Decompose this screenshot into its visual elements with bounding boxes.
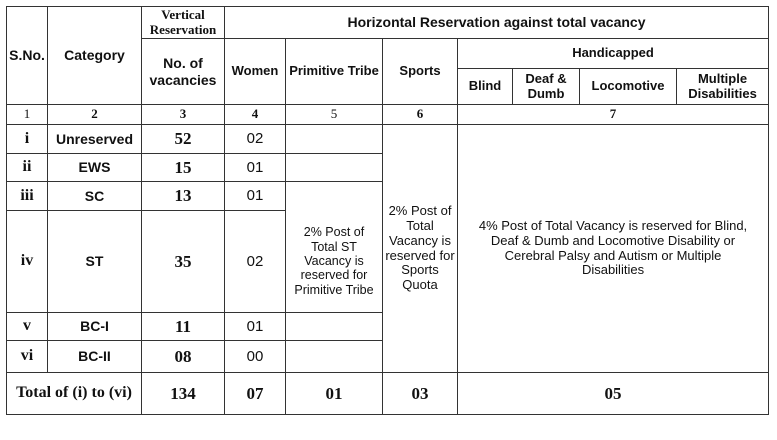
header-primitive-tribe: Primitive Tribe [286,39,383,105]
row-sno: vi [7,341,48,373]
row-vacancies: 15 [142,154,225,182]
column-number-row [7,105,769,125]
header-women: Women [225,39,286,105]
total-row [7,373,769,415]
column-number: 7 [458,105,769,125]
row-women: 01 [225,154,286,182]
row-women: 02 [225,125,286,154]
row-women: 01 [225,182,286,211]
row-category: ST [48,211,142,313]
header-vertical-reservation: Vertical Reservation [142,7,225,39]
row-category: BC-II [48,341,142,373]
row-vacancies: 35 [142,211,225,313]
column-number: 5 [286,105,383,125]
total-handicapped: 05 [458,373,769,415]
header-row-1 [7,7,769,39]
handicapped-note: 4% Post of Total Vacancy is reserved for Blind, Deaf & Dumb and Locomotive Disability or Cerebral Palsy and Autism or Multiple Disabilities [458,125,769,373]
row-vacancies: 11 [142,313,225,341]
row-sno: iii [7,182,48,211]
total-label: Total of (i) to (vi) [7,373,142,415]
row-women: 01 [225,313,286,341]
header-locomotive: Locomotive [580,69,677,105]
header-category: Category [48,7,142,105]
row-category: Unreserved [48,125,142,154]
header-horizontal-reservation: Horizontal Reservation against total vacancy [225,7,769,39]
header-sports: Sports [383,39,458,105]
column-number: 6 [383,105,458,125]
primitive-tribe-note: 2% Post of Total ST Vacancy is reserved for Primitive Tribe [286,211,383,313]
column-number: 2 [48,105,142,125]
row-vacancies: 13 [142,182,225,211]
header-deaf-dumb: Deaf & Dumb [513,69,580,105]
header-multiple-disabilities: Multiple Disabilities [677,69,769,105]
row-sno: i [7,125,48,154]
row-primitive-tribe-empty [286,182,383,211]
row-vacancies: 52 [142,125,225,154]
header-sno: S.No. [7,7,48,105]
row-category: BC-I [48,313,142,341]
row-primitive-tribe-empty [286,313,383,341]
row-sno: iv [7,211,48,313]
column-number: 4 [225,105,286,125]
row-women: 02 [225,211,286,313]
row-women: 00 [225,341,286,373]
total-primitive-tribe: 01 [286,373,383,415]
row-vacancies: 08 [142,341,225,373]
header-vacancies: No. of vacancies [142,39,225,105]
table-row [7,125,769,154]
column-number: 1 [7,105,48,125]
sports-quota-note: 2% Post of Total Vacancy is reserved for Sports Quota [383,125,458,373]
row-primitive-tribe-empty [286,154,383,182]
header-blind: Blind [458,69,513,105]
row-sno: ii [7,154,48,182]
total-vacancies: 134 [142,373,225,415]
row-category: EWS [48,154,142,182]
row-primitive-tribe-empty [286,341,383,373]
column-number: 3 [142,105,225,125]
row-category: SC [48,182,142,211]
reservation-table [6,6,769,415]
reservation-table-container [6,6,769,415]
row-sno: v [7,313,48,341]
total-sports: 03 [383,373,458,415]
row-primitive-tribe-empty [286,125,383,154]
header-handicapped: Handicapped [458,39,769,69]
total-women: 07 [225,373,286,415]
